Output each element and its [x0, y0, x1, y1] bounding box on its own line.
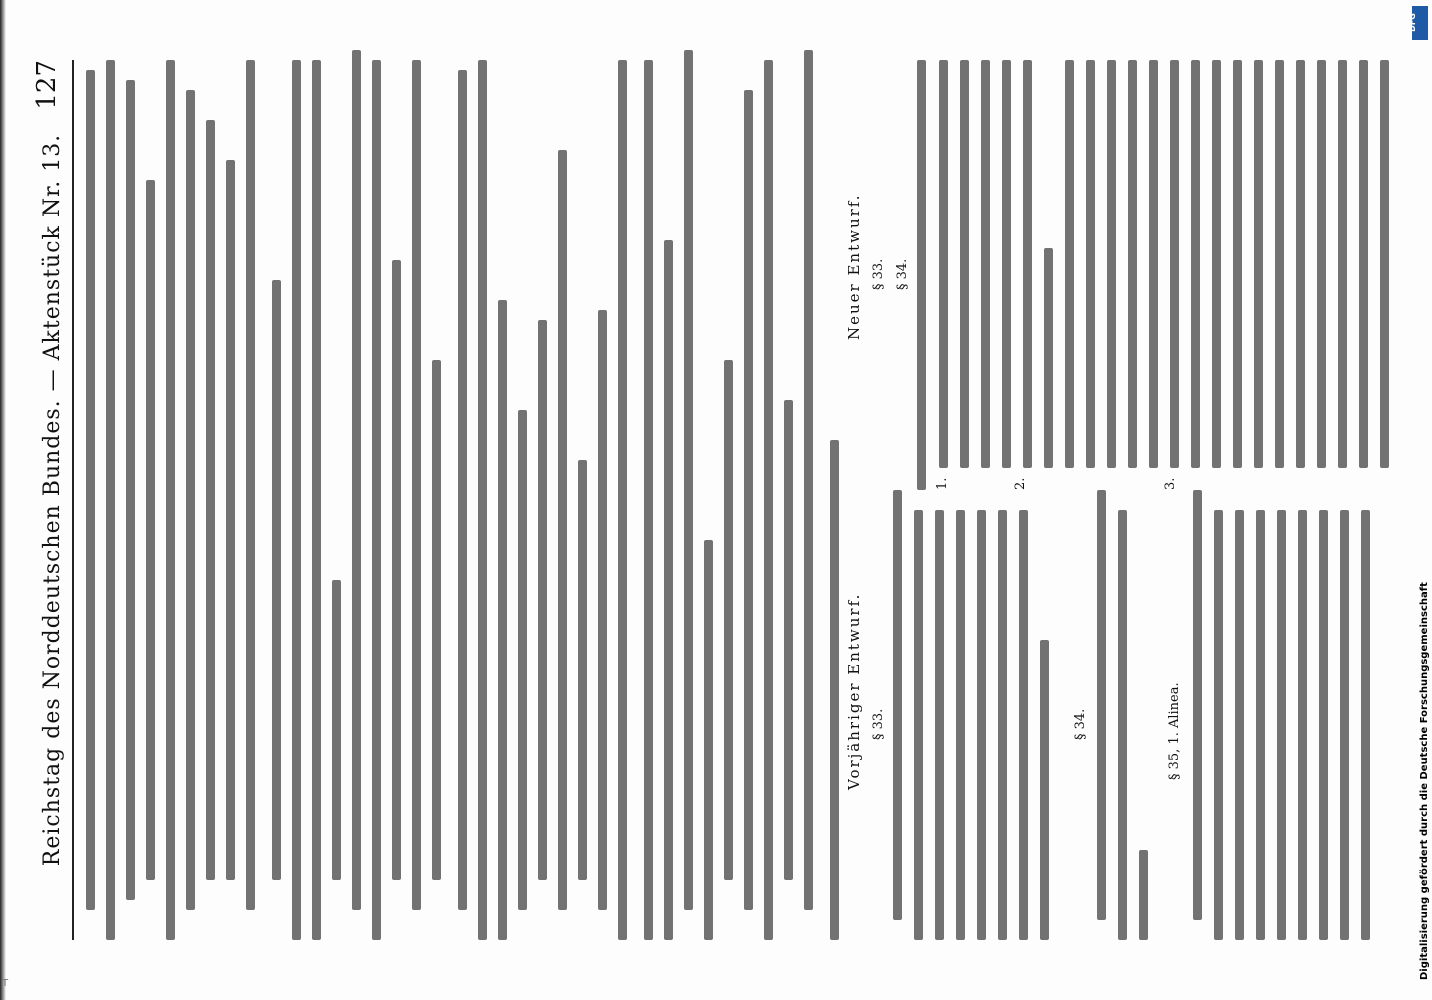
- text-line-placeholder: [1191, 60, 1200, 468]
- list-marker-3: 3.: [1163, 477, 1178, 490]
- text-line-placeholder: [1193, 490, 1202, 920]
- text-line-placeholder: [458, 70, 467, 910]
- text-line-placeholder: [618, 60, 627, 940]
- new-draft-heading: Neuer Entwurf.: [845, 193, 863, 340]
- full-width-text-block: [80, 60, 840, 940]
- list-marker-1: 1.: [935, 477, 950, 490]
- text-line-placeholder: [956, 510, 965, 940]
- text-line-placeholder: [1097, 490, 1106, 920]
- text-line-placeholder: [598, 310, 607, 910]
- text-line-placeholder: [246, 60, 255, 910]
- text-line-placeholder: [146, 180, 155, 880]
- text-line-placeholder: [1233, 60, 1242, 468]
- text-line-placeholder: [644, 60, 653, 940]
- text-line-placeholder: [1254, 60, 1263, 468]
- text-line-placeholder: [744, 90, 753, 910]
- text-line-placeholder: [1212, 60, 1221, 468]
- text-line-placeholder: [1139, 850, 1148, 940]
- text-line-placeholder: [1317, 60, 1326, 468]
- digitization-credit: [1405, 20, 1430, 980]
- text-line-placeholder: [1040, 640, 1049, 940]
- text-line-placeholder: [1340, 510, 1349, 940]
- text-line-placeholder: [498, 300, 507, 940]
- text-line-placeholder: [1361, 510, 1370, 940]
- text-line-placeholder: [1170, 60, 1179, 468]
- text-line-placeholder: [764, 60, 773, 940]
- text-line-placeholder: [126, 80, 135, 900]
- text-line-placeholder: [186, 90, 195, 910]
- text-line-placeholder: [1298, 510, 1307, 940]
- text-line-placeholder: [1019, 510, 1028, 940]
- text-line-placeholder: [664, 240, 673, 940]
- text-line-placeholder: [578, 460, 587, 880]
- text-line-placeholder: [1359, 60, 1368, 468]
- header-title: Reichstag des Norddeutschen Bundes. — Aktenstück Nr. 13.: [40, 133, 65, 867]
- text-line-placeholder: [977, 510, 986, 940]
- text-line-placeholder: [1380, 60, 1389, 468]
- dfg-logo-text: DFG: [1407, 13, 1417, 32]
- text-line-placeholder: [412, 60, 421, 910]
- text-line-placeholder: [724, 360, 733, 880]
- header-rule: [72, 60, 74, 940]
- section-35-heading: § 35, 1. Alinea.: [1167, 682, 1182, 780]
- text-line-placeholder: [106, 60, 115, 940]
- text-line-placeholder: [352, 50, 361, 910]
- text-line-placeholder: [1044, 248, 1053, 468]
- text-line-placeholder: [893, 490, 902, 920]
- section-33-right: § 33.: [871, 258, 886, 290]
- text-line-placeholder: [1128, 60, 1137, 468]
- text-line-placeholder: [226, 160, 235, 880]
- text-line-placeholder: [917, 60, 926, 490]
- text-line-placeholder: [166, 60, 175, 940]
- text-line-placeholder: [272, 280, 281, 880]
- text-line-placeholder: [684, 50, 693, 910]
- text-line-placeholder: [292, 60, 301, 940]
- text-line-placeholder: [998, 510, 1007, 940]
- text-line-placeholder: [1277, 510, 1286, 940]
- text-line-placeholder: [1338, 60, 1347, 468]
- text-line-placeholder: [1214, 510, 1223, 940]
- text-line-placeholder: [1149, 60, 1158, 468]
- section-34-right: § 34.: [895, 258, 910, 290]
- text-line-placeholder: [538, 320, 547, 880]
- new-draft-column: [845, 60, 1405, 490]
- text-line-placeholder: [1065, 60, 1074, 468]
- text-line-placeholder: [518, 410, 527, 910]
- list-marker-2: 2.: [1013, 477, 1028, 490]
- text-line-placeholder: [1002, 60, 1011, 468]
- text-line-placeholder: [332, 580, 341, 880]
- text-line-placeholder: [558, 150, 567, 910]
- text-line-placeholder: [1319, 510, 1328, 940]
- text-line-placeholder: [939, 60, 948, 468]
- credit-text: Digitalisierung gefördert durch die Deutsche Forschungsgemeinschaft: [1419, 582, 1430, 980]
- text-line-placeholder: [830, 440, 839, 940]
- text-line-placeholder: [312, 60, 321, 940]
- text-line-placeholder: [372, 60, 381, 940]
- old-draft-heading: Vorjähriger Entwurf.: [845, 592, 863, 790]
- text-line-placeholder: [1275, 60, 1284, 468]
- text-line-placeholder: [206, 120, 215, 880]
- section-33-left: § 33.: [871, 708, 886, 740]
- text-line-placeholder: [1118, 510, 1127, 940]
- page-number: 127: [32, 60, 62, 110]
- section-34-left: § 34.: [1073, 708, 1088, 740]
- text-line-placeholder: [981, 60, 990, 468]
- text-line-placeholder: [914, 510, 923, 940]
- old-draft-column: [845, 510, 1405, 940]
- running-header: [28, 60, 68, 940]
- text-line-placeholder: [1296, 60, 1305, 468]
- text-line-placeholder: [1023, 60, 1032, 468]
- corner-mark: T: [2, 978, 9, 989]
- text-line-placeholder: [704, 540, 713, 940]
- text-line-placeholder: [804, 50, 813, 910]
- text-line-placeholder: [1256, 510, 1265, 940]
- text-line-placeholder: [392, 260, 401, 880]
- text-line-placeholder: [935, 510, 944, 940]
- text-line-placeholder: [1107, 60, 1116, 468]
- text-line-placeholder: [86, 70, 95, 910]
- text-line-placeholder: [1235, 510, 1244, 940]
- text-line-placeholder: [432, 360, 441, 880]
- text-line-placeholder: [478, 60, 487, 940]
- text-line-placeholder: [1086, 60, 1095, 468]
- text-line-placeholder: [784, 400, 793, 880]
- text-line-placeholder: [960, 60, 969, 468]
